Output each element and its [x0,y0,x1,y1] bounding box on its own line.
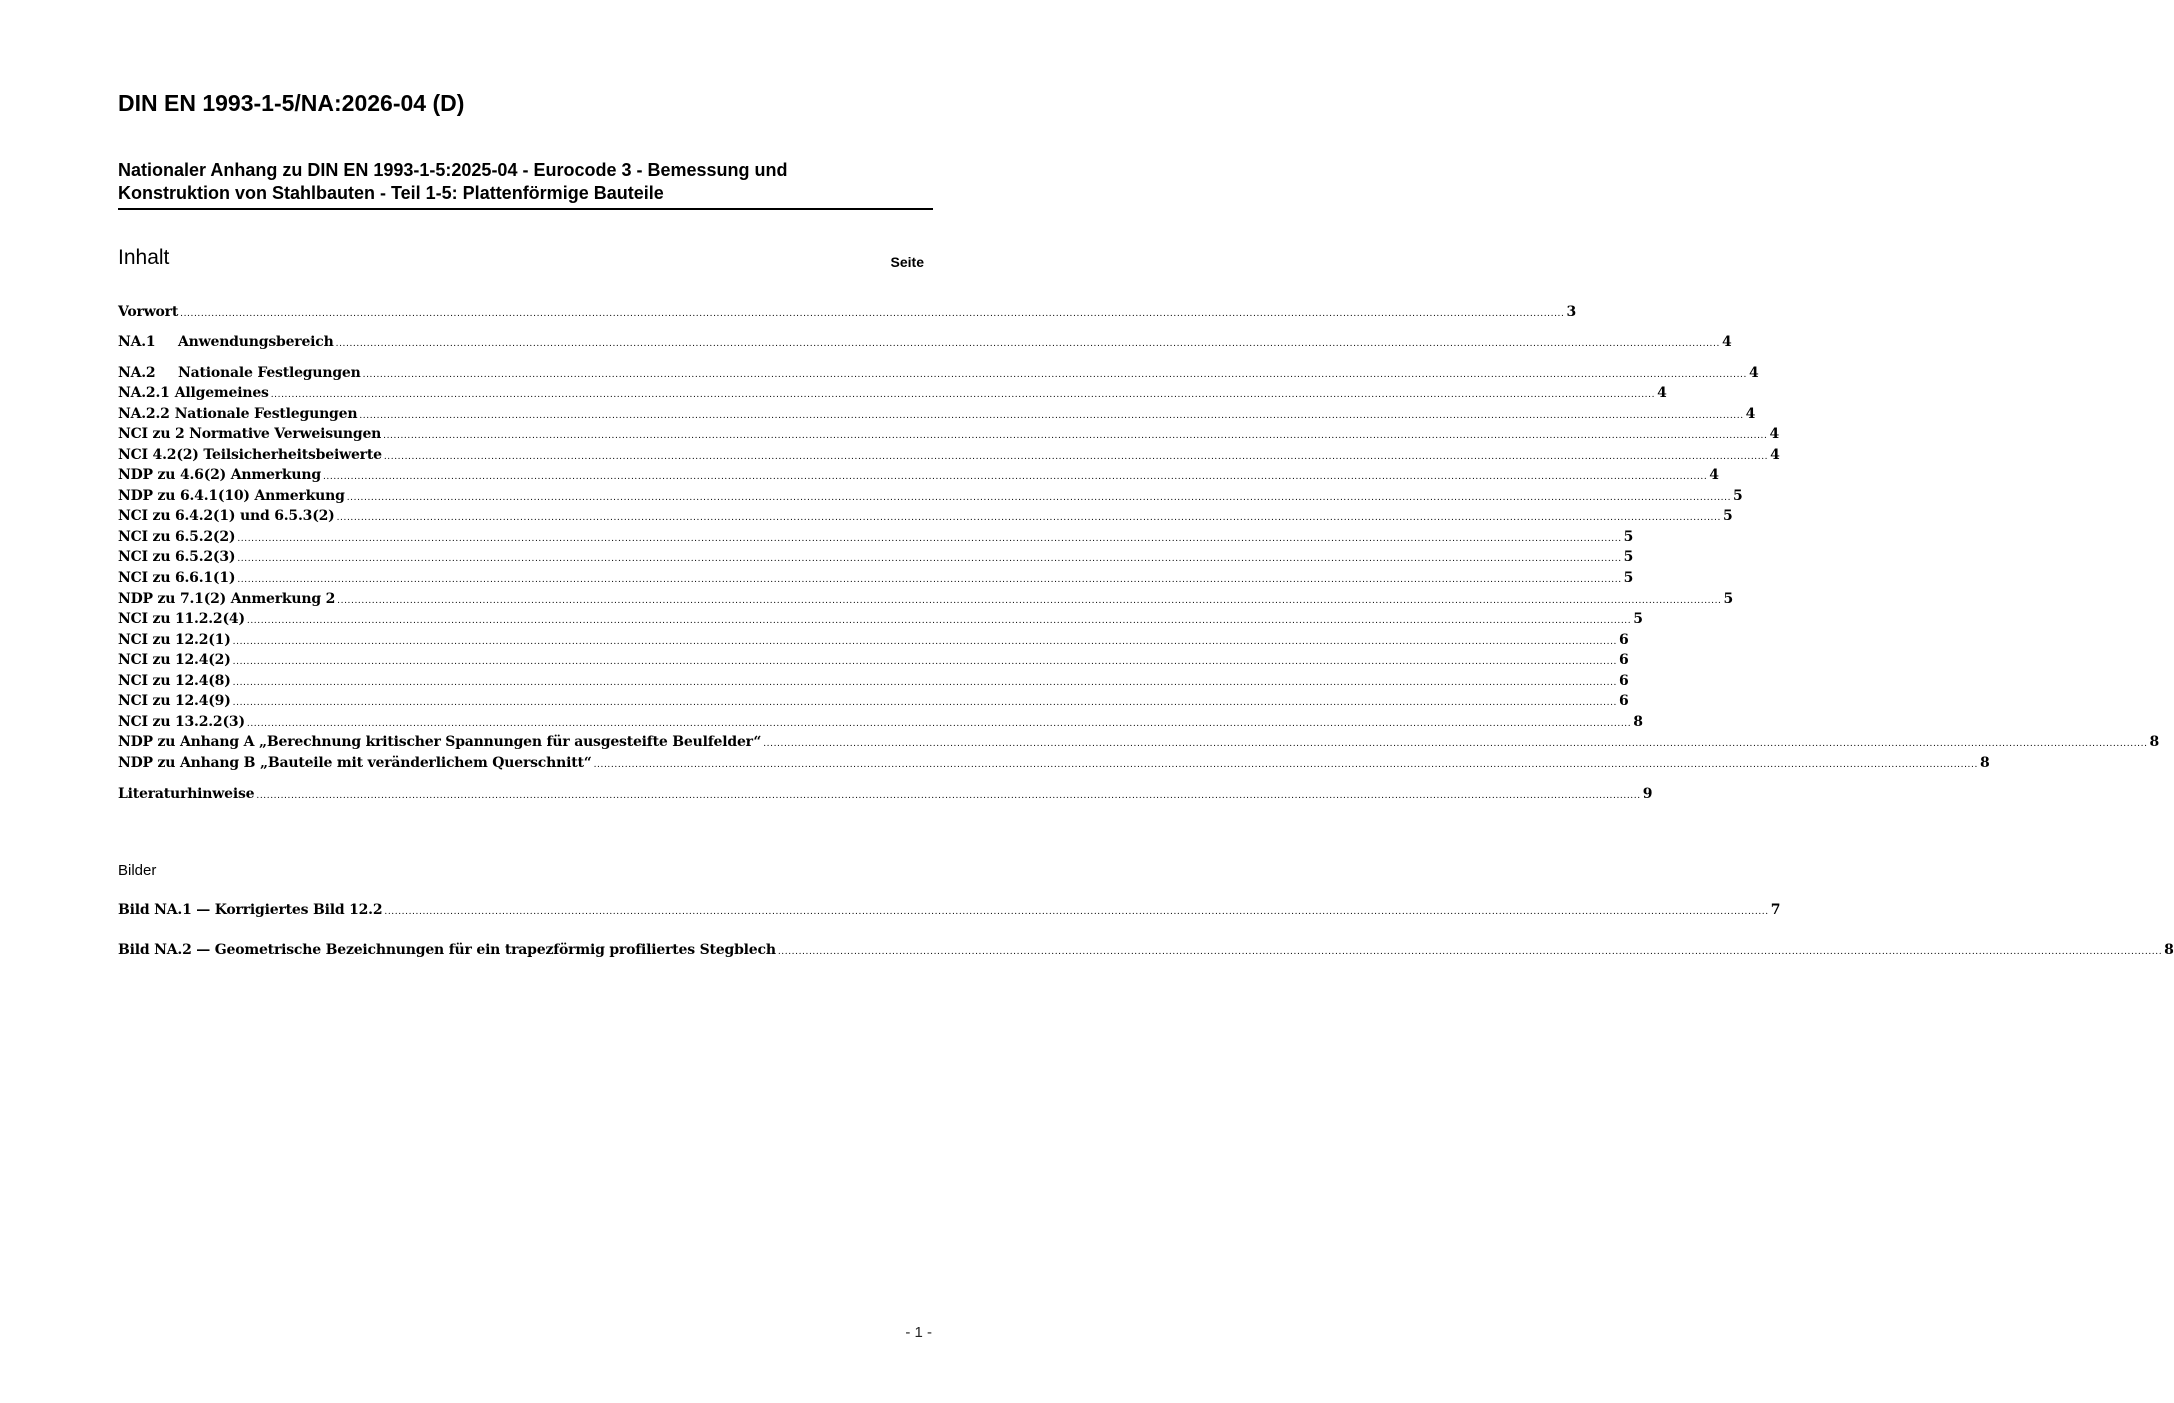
toc-entry[interactable] [118,671,1629,691]
toc-leader-dots: ................................................................................................................................................................................................................................................................................................................................................................................................................ [246,719,1632,729]
toc-leader-dots: ................................................................................................................................................................................................................................................................................................................................................................................................................ [359,411,1744,421]
document-title: DIN EN 1993-1-5/NA:2026-04 (D) [118,90,465,116]
toc-leader-dots: ................................................................................................................................................................................................................................................................................................................................................................................................................ [593,760,1978,770]
toc-entry[interactable] [118,568,1634,588]
toc-entry[interactable] [118,940,2174,960]
toc-entry-title: Anwendungsbereich [178,334,334,350]
toc-leader-dots: ................................................................................................................................................................................................................................................................................................................................................................................................................ [237,534,1622,544]
toc-entry[interactable] [118,486,1743,506]
toc-entry-page: 4 [1769,426,1780,442]
toc-entry-page: 3 [1566,304,1577,320]
toc-entry-title: NCI zu 6.6.1(1) [118,570,236,586]
toc-entry[interactable] [118,753,1990,773]
toc-leader-dots: ................................................................................................................................................................................................................................................................................................................................................................................................................ [336,513,1721,523]
toc-leader-dots: ................................................................................................................................................................................................................................................................................................................................................................................................................ [383,452,1769,462]
page-number: - 1 - [905,1324,932,1341]
toc-entry[interactable] [118,547,1634,567]
subtitle-line-2: Konstruktion von Stahlbauten - Teil 1-5: Plattenförmige Bauteile [118,183,664,203]
toc-entry-page: 8 [2164,942,2174,958]
toc-entry-page: 8 [1979,755,1990,771]
toc-leader-dots: ................................................................................................................................................................................................................................................................................................................................................................................................................ [362,370,1747,380]
toc-entry-page: 4 [1770,447,1780,463]
toc-entry[interactable] [118,527,1634,547]
toc-entry-page: 5 [1733,488,1743,504]
toc-entry-title: NDP zu 6.4.1(10) Anmerkung [118,488,345,504]
toc-entry-title: NCI zu 6.5.2(2) [118,529,236,545]
toc-leader-dots: ................................................................................................................................................................................................................................................................................................................................................................................................................ [763,739,2148,749]
toc-entry-title: Allgemeines [174,385,269,401]
toc-entry-title: NCI zu 12.4(9) [118,693,231,709]
toc-leader-dots: ................................................................................................................................................................................................................................................................................................................................................................................................................ [383,431,1768,441]
toc-leader-dots: ................................................................................................................................................................................................................................................................................................................................................................................................................ [237,554,1622,564]
toc-leader-dots: ................................................................................................................................................................................................................................................................................................................................................................................................................ [232,678,1617,688]
toc-entry[interactable] [118,404,1756,424]
toc-entry[interactable] [118,784,1653,804]
toc-entry-title: Nationale Festlegungen [178,365,361,381]
toc-entry-title: NCI zu 6.5.2(3) [118,549,236,565]
toc-entry-title: Bild NA.1 — Korrigiertes Bild 12.2 [118,902,383,918]
toc-entry-title: NCI zu 12.4(2) [118,652,231,668]
toc-entry-page: 6 [1619,673,1629,689]
toc-entry-page: 5 [1633,611,1643,627]
toc-entry-page: 5 [1723,591,1734,607]
toc-entry[interactable] [118,302,1577,322]
toc-entry[interactable] [118,465,1719,485]
toc-entry[interactable] [118,506,1733,526]
toc-leader-dots: ................................................................................................................................................................................................................................................................................................................................................................................................................ [335,339,1720,349]
toc-leader-dots: ................................................................................................................................................................................................................................................................................................................................................................................................................ [384,907,1769,917]
toc-leader-dots: ................................................................................................................................................................................................................................................................................................................................................................................................................ [237,575,1622,585]
toc-entry-page: 4 [1657,385,1667,401]
toc-entry-title: NCI zu 12.2(1) [118,632,231,648]
toc-leader-dots: ................................................................................................................................................................................................................................................................................................................................................................................................................ [246,616,1632,626]
subtitle-line-1: Nationaler Anhang zu DIN EN 1993-1-5:2025-04 - Eurocode 3 - Bemessung und [118,160,788,180]
toc-entry-title: Nationale Festlegungen [174,406,358,422]
toc-entry-number: NA.2.1 [118,385,170,401]
toc-entry-title: Vorwort [118,304,179,320]
page-column-label: Seite [890,254,924,270]
toc-entry-title: Literaturhinweise [118,786,255,802]
toc-entry-number: NA.2.2 [118,406,170,422]
toc-entry-number: NA.1 [118,334,156,350]
toc-leader-dots: ................................................................................................................................................................................................................................................................................................................................................................................................................ [777,947,2163,957]
toc-entry[interactable] [118,424,1780,444]
toc-entry-page: 9 [1642,786,1653,802]
toc-entry-page: 5 [1722,508,1733,524]
toc-leader-dots: ................................................................................................................................................................................................................................................................................................................................................................................................................ [256,791,1641,801]
toc-entry-title: NDP zu Anhang A „Berechnung kritischer Spannungen für ausgesteifte Beulfelder“ [118,734,762,750]
toc-entry-title: Bild NA.2 — Geometrische Bezeichnungen für ein trapezförmig profiliertes Stegblech [118,942,776,958]
toc-leader-dots: ................................................................................................................................................................................................................................................................................................................................................................................................................ [337,596,1722,606]
toc-entry-page: 4 [1745,406,1756,422]
document-subtitle [118,159,933,210]
toc-leader-dots: ................................................................................................................................................................................................................................................................................................................................................................................................................ [346,493,1732,503]
toc-entry[interactable] [118,332,1732,352]
toc-entry-page: 7 [1770,902,1781,918]
toc-leader-dots: ................................................................................................................................................................................................................................................................................................................................................................................................................ [232,698,1617,708]
toc-entry-page: 6 [1619,693,1629,709]
toc-entry-title: NDP zu 7.1(2) Anmerkung 2 [118,591,336,607]
toc-entry-page: 5 [1623,549,1634,565]
toc-entry[interactable] [118,712,1643,732]
toc-entry-page: 5 [1623,529,1634,545]
toc-entry-number: NA.2 [118,365,156,381]
toc-entry[interactable] [118,589,1734,609]
toc-entry-title: NDP zu 4.6(2) Anmerkung [118,467,321,483]
toc-entry-page: 5 [1623,570,1634,586]
toc-heading: Inhalt [118,246,170,269]
toc-entry-title: NCI zu 2 Normative Verweisungen [118,426,382,442]
toc-leader-dots: ................................................................................................................................................................................................................................................................................................................................................................................................................ [232,657,1617,667]
toc-entry-page: 8 [1633,714,1643,730]
toc-entry[interactable] [118,609,1643,629]
toc-entry[interactable] [118,363,1759,383]
toc-entry-page: 4 [1748,365,1759,381]
toc-entry-page: 4 [1721,334,1732,350]
toc-entry[interactable] [118,732,2160,752]
toc-leader-dots: ................................................................................................................................................................................................................................................................................................................................................................................................................ [180,309,1565,319]
toc-entry-page: 8 [2149,734,2160,750]
toc-entry-page: 6 [1619,652,1629,668]
toc-leader-dots: ................................................................................................................................................................................................................................................................................................................................................................................................................ [232,637,1617,647]
toc-entry-title: NCI zu 13.2.2(3) [118,714,245,730]
toc-entry[interactable] [118,445,1780,465]
toc-entry-title: NCI zu 12.4(8) [118,673,231,689]
toc-entry[interactable] [118,383,1667,403]
toc-entry[interactable] [118,900,1781,920]
toc-entry-title: NCI zu 11.2.2(4) [118,611,245,627]
toc-entry-title: NCI 4.2(2) Teilsicherheitsbeiwerte [118,447,382,463]
toc-entry[interactable] [118,630,1629,650]
toc-entry-page: 4 [1709,467,1719,483]
toc-entry-title: NDP zu Anhang B „Bauteile mit veränderlichem Querschnitt“ [118,755,592,771]
figures-heading: Bilder [118,862,157,879]
toc-leader-dots: ................................................................................................................................................................................................................................................................................................................................................................................................................ [270,390,1656,400]
toc-entry[interactable] [118,650,1629,670]
toc-entry-title: NCI zu 6.4.2(1) und 6.5.3(2) [118,508,335,524]
toc-entry-page: 6 [1619,632,1629,648]
toc-entry[interactable] [118,691,1629,711]
toc-leader-dots: ................................................................................................................................................................................................................................................................................................................................................................................................................ [322,472,1708,482]
